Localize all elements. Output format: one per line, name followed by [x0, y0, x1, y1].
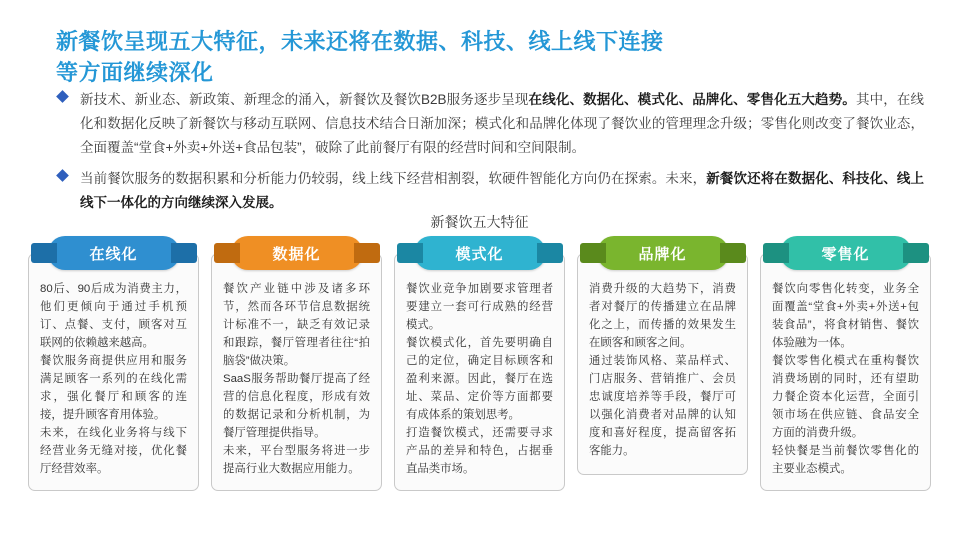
card-body [760, 253, 931, 491]
page-title: 新餐饮呈现五大特征，未来还将在数据、科技、线上线下连接 等方面继续深化 [56, 29, 664, 85]
card-ribbon-label: 品牌化 [597, 236, 729, 270]
diamond-bullet-icon [56, 169, 69, 182]
card-ribbon-label: 在线化 [48, 236, 180, 270]
card-body [28, 253, 199, 491]
feature-card-row [28, 236, 931, 491]
card-paragraph: 餐饮向零售化转变，业务全面覆盖“堂食+外卖+外送+包装食品”，将食材销售、餐饮体验融为一体。 [772, 283, 919, 349]
card-paragraph: 未来，平台型服务将进一步提高行业大数据应用能力。 [223, 445, 370, 475]
bullet-text-2: 当前餐饮服务的数据积累和分析能力仍较弱，线上线下经营相割裂，软硬件智能化方向仍在探索。未来，新餐饮还将在数据化、科技化、线上线下一体化的方向继续深入发展。 [80, 171, 925, 210]
section-heading: 新餐饮五大特征 [430, 214, 529, 230]
card-paragraph: 消费升级的大趋势下，消费者对餐厅的传播建立在品牌化之上，而传播的效果发生在顾客和顾客之间。 [589, 283, 736, 349]
card-paragraph: 通过装饰风格、菜品样式、门店服务、营销推广、会员忠诚度培养等手段，餐厅可以强化消费者对品牌的认知度和喜好程度，提高留客拓客能力。 [589, 355, 736, 457]
bullet-item [56, 88, 924, 160]
card-paragraph: 80后、90后成为消费主力，他们更倾向于通过手机预订、点餐、支付，顾客对互联网的依赖越来越高。 [40, 283, 187, 349]
card-body [211, 253, 382, 491]
card-body [394, 253, 565, 491]
bullet-list [56, 88, 924, 222]
card-ribbon-label: 零售化 [780, 236, 912, 270]
card-paragraph: 餐饮零售化模式在重构餐饮消费场剧的同时，还有望助力餐企资本化运营，全面引领市场在供应链、食品安全方面的消费升级。 [772, 355, 919, 439]
feature-card-retail [760, 236, 931, 491]
card-paragraph: 餐饮业竞争加剧要求管理者要建立一套可行成熟的经营模式。 [406, 283, 553, 331]
card-paragraph: 打造餐饮模式，还需要寻求产品的差异和特色，占据垂直品类市场。 [406, 427, 553, 475]
feature-card-model [394, 236, 565, 491]
feature-card-online [28, 236, 199, 491]
card-body [577, 253, 748, 475]
diamond-bullet-icon [56, 90, 69, 103]
feature-card-data [211, 236, 382, 491]
card-paragraph: 餐饮产业链中涉及诸多环节，然而各环节信息数据统计标准不一，缺乏有效记录和跟踪，餐厅管理者往往“拍脑袋”做决策。 [223, 283, 370, 367]
card-paragraph: SaaS服务帮助餐厅提高了经营的信息化程度，形成有效的数据记录和分析机制，为餐厅管理提供指导。 [223, 373, 370, 439]
card-paragraph: 餐饮服务商提供应用和服务满足顾客一系列的在线化需求，强化餐厅和顾客的连接，提升顾客育用体验。 [40, 355, 187, 421]
card-paragraph: 轻快餐是当前餐饮零售化的主要业态模式。 [772, 445, 919, 475]
bullet-item [56, 167, 924, 215]
bullet-text-1: 新技术、新业态、新政策、新理念的涌入，新餐饮及餐饮B2B服务逐步呈现在线化、数据化、模式化、品牌化、零售化五大趋势。其中，在线化和数据化反映了新餐饮与移动互联网、信息技术结合日渐加深；模式化和品牌化体现了餐饮业的管理理念升级；零售化则改变了餐饮业态，全面覆盖“堂食+外卖+外送+食品包装”，破除了此前餐厅有限的经营时间和空间限制。 [80, 92, 925, 155]
feature-card-brand [577, 236, 748, 491]
card-paragraph: 餐饮模式化，首先要明确自己的定位，确定目标顾客和盈利来源。因此，餐厅在选址、菜品、定价等方面都要有成体系的策划思考。 [406, 337, 553, 421]
card-ribbon-label: 模式化 [414, 236, 546, 270]
card-ribbon-label: 数据化 [231, 236, 363, 270]
card-paragraph: 未来，在线化业务将与线下经营业务无缝对接，优化餐厅经营效率。 [40, 427, 187, 475]
